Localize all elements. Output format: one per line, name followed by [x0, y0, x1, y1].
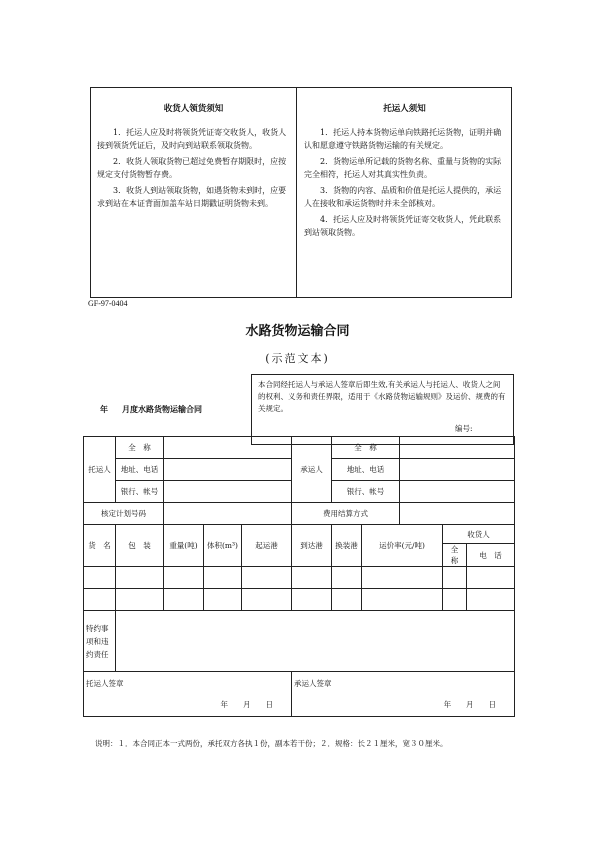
page-subtitle: (示范文本)	[265, 352, 330, 365]
cell[interactable]	[443, 567, 467, 589]
cell[interactable]	[84, 589, 116, 611]
receiver-notice-body	[97, 126, 291, 213]
plan-number-label: 核定计划号码	[84, 503, 164, 525]
shipper-signature-label: 托运人签章	[86, 679, 124, 688]
receiver-notice-title: 收货人领货须知	[163, 104, 224, 114]
carrier-full-name-label: 全 称	[332, 437, 400, 459]
cell[interactable]	[242, 567, 292, 589]
settlement-label: 费用结算方式	[292, 503, 400, 525]
receiver-item: 3．收货人到站领取货物，如遇货物未到时，应要求到站在本证背面加盖车站日期戳证明货物未到。	[97, 186, 287, 208]
cell[interactable]	[362, 567, 443, 589]
shipper-address-label: 地址、电话	[116, 459, 164, 481]
contract-form	[83, 436, 514, 736]
shipper-signature-cell[interactable]	[84, 672, 292, 717]
shipper-notice-title: 托运人须知	[383, 104, 426, 114]
goods-row	[84, 589, 515, 611]
shipper-item: 3．货物的内容、品质和价值是托运人提供的，承运人在接收和承运货物时并未全部核对。	[304, 186, 502, 208]
consignee-name-header: 全 称	[443, 544, 467, 567]
notice-box	[90, 87, 512, 298]
carrier-address-label: 地址、电话	[332, 459, 400, 481]
cell[interactable]	[292, 567, 332, 589]
contract-number-label[interactable]: 编号:	[455, 424, 473, 433]
cell[interactable]	[204, 567, 242, 589]
shipper-item: 2．货物运单所记载的货物名称、重量与货物的实际完全相符，托运人对其真实性负责。	[304, 157, 502, 179]
cell[interactable]	[84, 567, 116, 589]
origin-port-header: 起运港	[242, 525, 292, 567]
notice-divider	[296, 88, 297, 297]
cell[interactable]	[204, 589, 242, 611]
special-terms-field[interactable]	[116, 611, 515, 672]
cell[interactable]	[332, 589, 362, 611]
year-label: 年	[100, 404, 108, 414]
annual-contract-label	[100, 404, 202, 415]
monthly-contract-label: 月度水路货物运输合同	[122, 404, 202, 414]
cell[interactable]	[443, 589, 467, 611]
footnote: 说明：１．本合同正本一式两份，承托双方各执１份，副本若干份；２．规格：长２１厘米，宽３０厘米。	[95, 739, 448, 748]
cell[interactable]	[292, 589, 332, 611]
packing-header: 包 装	[116, 525, 164, 567]
carrier-bank-label: 银行、帐号	[332, 481, 400, 503]
cell[interactable]	[332, 567, 362, 589]
page-title: 水路货物运输合同	[245, 324, 350, 339]
carrier-signature-date: 年 月 日	[443, 700, 497, 709]
form-code: GF-97-0404	[88, 299, 128, 308]
settlement-field[interactable]	[400, 503, 515, 525]
carrier-bank-field[interactable]	[400, 481, 515, 503]
carrier-signature-label: 承运人签章	[294, 679, 332, 688]
destination-port-header: 到达港	[292, 525, 332, 567]
cell[interactable]	[164, 567, 204, 589]
shipper-label: 托运人	[84, 437, 116, 503]
volume-header: 体积(m³)	[204, 525, 242, 567]
consignee-header: 收货人	[443, 525, 515, 544]
cell[interactable]	[164, 589, 204, 611]
shipper-full-name-field[interactable]	[164, 437, 292, 459]
shipper-notice-body	[304, 126, 504, 242]
transfer-port-header: 换装港	[332, 525, 362, 567]
cell[interactable]	[116, 589, 164, 611]
contract-table	[83, 436, 515, 717]
plan-number-field[interactable]	[164, 503, 292, 525]
shipper-item: 1．托运人持本货物运单向铁路托运货物，证明并确认和愿意遵守铁路货物运输的有关规定。	[304, 128, 502, 150]
shipper-bank-field[interactable]	[164, 481, 292, 503]
shipper-full-name-label: 全 称	[116, 437, 164, 459]
carrier-address-field[interactable]	[400, 459, 515, 481]
consignee-phone-header: 电 话	[467, 544, 515, 567]
weight-header: 重量(吨)	[164, 525, 204, 567]
shipper-signature-date: 年 月 日	[220, 700, 274, 709]
carrier-signature-cell[interactable]	[292, 672, 515, 717]
cell[interactable]	[467, 567, 515, 589]
cell[interactable]	[242, 589, 292, 611]
shipper-address-field[interactable]	[164, 459, 292, 481]
cell[interactable]	[467, 589, 515, 611]
shipper-bank-label: 银行、帐号	[116, 481, 164, 503]
carrier-label: 承运人	[292, 437, 332, 503]
carrier-full-name-field[interactable]	[400, 437, 515, 459]
preamble-box: 本合同经托运人与承运人签章后即生效,有关承运人与托运人、收货人之间的权利、义务和责任界限，适用于《水路货物运输规则》及运价、规费的有关规定。	[251, 374, 514, 445]
receiver-item: 2．收货人领取货物已超过免费暂存期限时，应按规定支付货物暂存费。	[97, 157, 287, 179]
cell[interactable]	[116, 567, 164, 589]
goods-row	[84, 567, 515, 589]
goods-header: 货 名	[84, 525, 116, 567]
cell[interactable]	[362, 589, 443, 611]
freight-rate-header: 运价率(元/吨)	[362, 525, 443, 567]
special-terms-label: 特约事项和违约责任	[84, 611, 116, 672]
shipper-item: 4．托运人应及时将领货凭证寄交收货人，凭此联系到站领取货物。	[304, 215, 502, 237]
receiver-item: 1．托运人应及时将领货凭证寄交收货人，收货人接到领货凭证后，及时向到站联系领取货物。	[97, 128, 287, 150]
